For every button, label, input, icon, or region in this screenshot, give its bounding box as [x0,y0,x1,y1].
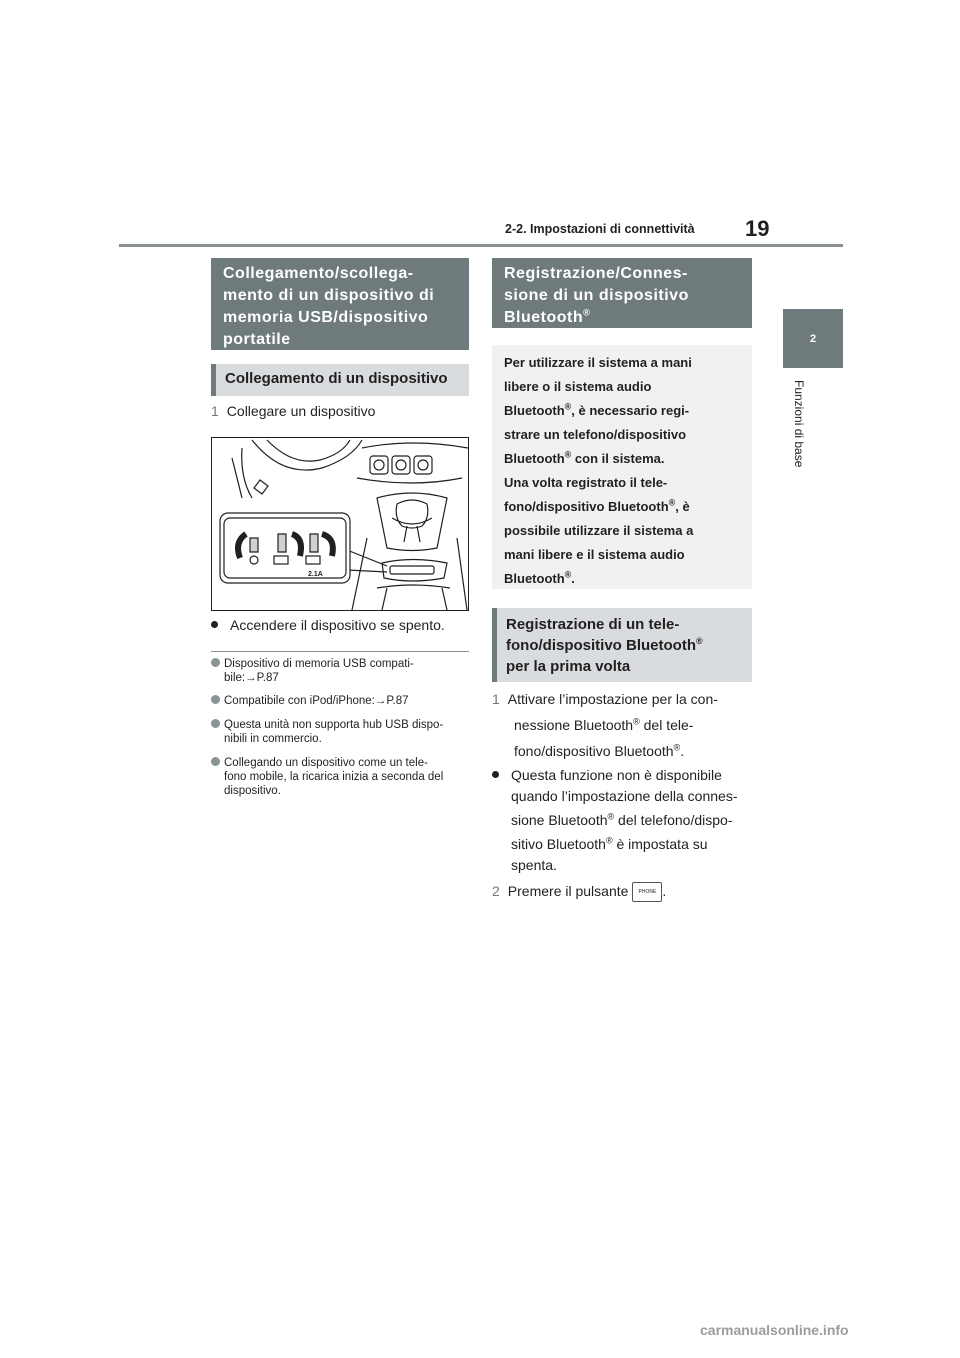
step-number: 1 [492,691,500,707]
console-drawing [212,438,468,610]
intro-line: libere o il sistema audio [504,379,652,394]
heading-line: sione di un dispositivo [504,287,689,304]
section-title: 2-2. Impostazioni di connettività [505,222,695,236]
usb-section-heading [211,258,469,350]
heading-line: Bluetooth® [504,307,591,326]
step-text: Collegare un dispositivo [226,403,376,419]
amperage-label: 2.1A [308,571,323,578]
usb-port-illustration [211,437,469,611]
bullet-text: Accendere il dispositivo se spento. [230,617,445,633]
note-text: Compatibile con iPod/iPhone:→P.87 [224,695,409,707]
connect-subheading: Collegamento di un dispositivo [211,364,469,396]
intro-line: Per utilizzare il sistema a mani [504,355,692,370]
note-4 [211,756,473,798]
intro-line: Bluetooth® con il sistema. [504,449,665,466]
intro-line: Bluetooth®, è necessario regi- [504,401,690,418]
bullet-dot [211,621,218,628]
note-text: dispositivo. [224,785,281,797]
heading-line: mento di un dispositivo di [223,287,435,304]
note-dot [211,719,220,728]
note-text: Dispositivo di memoria USB compati- [224,658,414,670]
intro-line: Bluetooth®. [504,569,575,586]
notes-divider [211,651,469,652]
note-dot [211,695,220,704]
note-text: bile:→P.87 [224,672,279,684]
right-step-1: 1 Attivare l’impostazione per la con- nessione Bluetooth® del tele- fono/dispositivo Bluetooth®. [492,691,718,759]
right-step-2: 2 Premere il pulsante PHONE . [492,878,757,904]
intro-line: fono/dispositivo Bluetooth®, è [504,497,690,514]
chapter-number: 2 [809,332,817,345]
step-number: 2 [492,883,500,899]
note-2 [211,694,473,708]
bullet-dot [492,771,499,778]
note-dot [211,757,220,766]
heading-line: portatile [223,331,291,348]
intro-line: mani libere e il sistema audio [504,547,685,562]
watermark: carmanualsonline.info [700,1322,849,1338]
intro-line: strare un telefono/dispositivo [504,427,687,442]
note-text: fono mobile, la ricarica inizia a seconda del [224,771,444,783]
note-3 [211,718,473,746]
note-dot [211,658,220,667]
note-text: nibili in commercio. [224,733,322,745]
phone-button-icon: PHONE [632,882,662,902]
bluetooth-section-heading [492,258,752,328]
note-text: Questa unità non supporta hub USB dispo- [224,719,444,731]
register-subheading: Registrazione di un tele- fono/dispositivo Bluetooth® per la prima volta [492,608,752,682]
right-bullet-1: Questa funzione non è disponibile quando l’impostazione della connes- sione Bluetooth® del telefono/dispo- sitivo Bluetooth® è impostata su spenta. [492,765,757,876]
left-bullet-1 [211,615,471,636]
left-step-1 [211,398,469,424]
page-number: 19 [745,216,770,241]
note-1 [211,657,473,685]
registered-mark: ® [583,307,591,318]
step-number: 1 [211,403,219,419]
intro-line: possibile utilizzare il sistema a [504,523,694,538]
chapter-label: Funzioni di base [792,380,806,468]
heading-line: Registrazione/Connes- [504,265,688,282]
intro-line: Una volta registrato il tele- [504,475,668,490]
bluetooth-intro-box [492,345,752,589]
heading-line: Collegamento/scollega- [223,265,414,282]
note-text: Collegando un dispositivo come un tele- [224,757,428,769]
chapter-tab [783,309,843,368]
header-divider [119,244,843,247]
heading-line: memoria USB/dispositivo [223,309,429,326]
